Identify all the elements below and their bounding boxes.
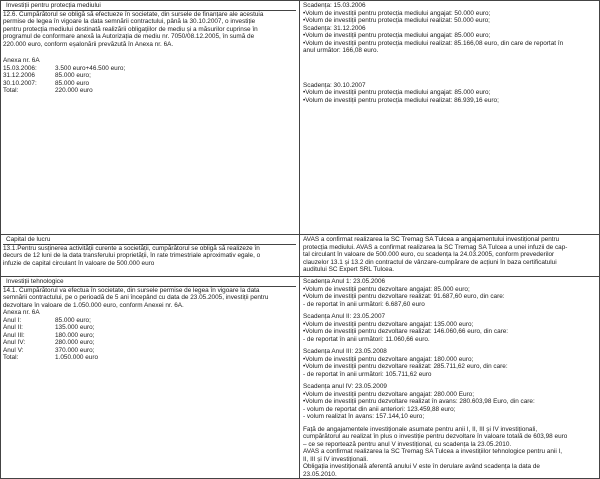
text-line: •Volum de investiții pentru dezvoltare realizat în avans: 280.603,98 Euro, din care:: [303, 398, 535, 405]
text-line: - de reportat în anii următori: 105.711,62 euro: [303, 370, 432, 378]
text-line: decurs de 12 luni de la data transferului proprietății, în rate trimestriale aproximativ egale, o: [3, 252, 261, 259]
text-line: •Volum de investiții pentru dezvoltare angajat: 135.000 euro;: [303, 320, 474, 328]
annex-year: Anul III:: [3, 331, 25, 339]
annex-date: 15.03.2006:: [3, 64, 37, 72]
annex-amount: 180.000 euro;: [55, 331, 95, 339]
annex-amount: 370.000 euro;: [55, 346, 95, 354]
annex-date: 30.10.2007:: [3, 79, 37, 87]
text-line: •Volum de investiții pentru protecția mediului angajat: 85.000 euro;: [303, 32, 491, 39]
text-line: anul următor: 166,08 euro.: [303, 47, 379, 54]
text-line: •Volum de investiții pentru dezvoltare realizat: 91.687,60 euro, din care:: [303, 293, 505, 300]
text-line: II, III și IV investiționali.: [303, 455, 368, 463]
text-line: - volum realizat în avans: 157.144,10 euro;: [303, 413, 425, 420]
text-line: dezvoltare în valoare de 1.050.000 euro, conform Anexei nr. 6A.: [3, 301, 184, 309]
text-line: Scadența Anul 1: 23.05.2006: [303, 278, 386, 285]
text-line: auditului SC Expert SRL Tulcea.: [303, 266, 395, 273]
text-line: programul de conformare anexă la Autorizația de mediu nr. 7050/08.12.2005, în sumă de: [3, 33, 255, 40]
text-line: 13.1.Pentru susținerea activității curente a societății, cumpărătorul se obligă să realizeze în: [3, 244, 260, 252]
text-line: Obligația investițională aferentă anului V este în derulare având scadența la data de: [303, 463, 540, 470]
text-line: •Volum de investiții pentru dezvoltare realizat: 146.060,66 euro, din care:: [303, 328, 509, 335]
text-line: Față de angajamentele investiționale asumate pentru anii I, II, III și IV investiționali,: [303, 425, 538, 433]
text-line: Scadența: 15.03.2006: [303, 2, 366, 9]
text-line: 14.1. Cumpărătorul va efectua în societate, din sursele permise de legea în vigoare la data: [3, 286, 260, 294]
text-line: pentru protecția mediului destinată realizării obligațiilor de mediu și a măsurilor cuprinse în: [3, 25, 258, 33]
text-line: AVAS a confirmat realizarea la SC Tremag SA Tulcea a angajamentului investițional pentru: [303, 236, 560, 243]
annex-amount: 3.500 euro+46.500 euro;: [55, 64, 126, 72]
text-line: permise de legea în vigoare la data semnării contractului, până la 30.10.2007, o investiție: [3, 18, 256, 25]
text-line: •Volum de investiții pentru dezvoltare angajat: 280.000 Euro;: [303, 390, 474, 398]
text-line: •Volum de investiții pentru protecția mediului realizat: 86.939,16 euro;: [303, 96, 499, 104]
annex-year: Anul I:: [3, 316, 22, 324]
text-line: – ce se reportează pentru anul V investițional, cu scadența la 23.05.2010.: [303, 440, 512, 448]
annex-total-value: 220.000 euro: [55, 87, 93, 94]
section-heading: Capital de lucru: [3, 236, 296, 245]
annex-amount: 85.000 euro;: [55, 316, 91, 324]
text-line: •Volum de investiții pentru dezvoltare angajat: 85.000 euro;: [303, 285, 470, 293]
text-line: cumpărătorul au realizat în plus o investiție pentru dezvoltare în valoare totală de 603,98 euro: [303, 433, 568, 440]
text-line: 220.000 euro, conform eșalonării prevăzută în Anexa nr. 6A.: [3, 40, 174, 48]
text-line: Scadența Anul III: 23.05.2008: [303, 348, 387, 355]
text-line: clauzelor 13.1 și 13.2 din contractul de vânzare-cumpărare de acțiuni în baza certificatului: [303, 258, 557, 266]
text-line: •Volum de investiții pentru dezvoltare realizat: 285.711,62 euro, din care:: [303, 363, 508, 370]
text-line: semnării contractului, pe o perioadă de 5 ani începând cu data de 23.05.2005, investiții pentru: [3, 294, 269, 301]
annex-year: Anul IV:: [3, 339, 26, 346]
text-line: - de reportat în anii următori: 11.060,66 euro.: [303, 335, 430, 343]
text-line: •Volum de investiții pentru protecția mediului angajat: 85.000 euro;: [303, 89, 491, 96]
text-line: 12.6. Cumpărătorul se obligă să efectueze în societate, din sursele de finanțare ale acestuia: [3, 10, 264, 18]
text-line: - volum de reportat din anii anteriori: 123.459,88 euro;: [303, 405, 456, 413]
text-line: •Volum de investiții pentru dezvoltare angajat: 180.000 euro;: [303, 355, 474, 363]
annex-total-value: 1.050.000 euro: [55, 354, 98, 361]
text-line: - de reportat în anii următori: 6.687,60 euro: [303, 300, 425, 308]
annex-year: Anul II:: [3, 324, 23, 331]
annex-amount: 85.000 euro;: [55, 72, 91, 79]
text-line: •Volum de investiții pentru protecția mediului realizat: 85.166,08 euro, din care de reportat în: [303, 39, 564, 47]
annex-title: Anexa nr. 6A: [3, 309, 40, 316]
text-line: Scadența: 31.12.2006: [303, 24, 366, 32]
annex-amount: 135.000 euro;: [55, 324, 95, 331]
annex-date: 31.12.2006: [3, 72, 35, 79]
annex-amount: 85.000 euro: [55, 79, 90, 87]
annex-total-label: Total:: [3, 354, 19, 361]
text-line: Scadența Anul II: 23.05.2007: [303, 313, 386, 320]
text-line: AVAS a confirmat realizarea la SC Tremag SA Tulcea a investițiilor tehnologice pentru anii I,: [303, 448, 563, 455]
text-line: infuzie de capital circulant în valoare de 500.000 euro: [3, 259, 155, 267]
annex-total-label: Total:: [3, 87, 19, 94]
annex-year: Anul V:: [3, 346, 24, 354]
annex-amount: 280.000 euro;: [55, 339, 95, 346]
text-line: 23.05.2010.: [303, 470, 337, 478]
annex-title: Anexa nr. 6A: [3, 57, 40, 64]
text-line: tal circulant în valoare de 500.000 euro, cu scadența la 24.03.2005, conform prevederilor: [303, 251, 555, 258]
section-heading: Investiții tehnologice: [3, 278, 296, 287]
text-line: •Volum de investiții pentru protecția mediului angajat: 50.000 euro;: [303, 9, 491, 17]
section-heading: Investiții pentru protecția mediului: [3, 2, 296, 11]
text-line: Scadența anul IV: 23.05.2009: [303, 383, 387, 390]
text-line: protecția mediului. AVAS a confirmat realizarea la SC Tremag SA Tulcea a unei infuzii de cap-: [303, 243, 568, 251]
text-line: Scadența: 30.10.2007: [303, 81, 366, 89]
text-line: •Volum de investiții pentru protecția mediului realizat: 50.000 euro;: [303, 17, 490, 24]
